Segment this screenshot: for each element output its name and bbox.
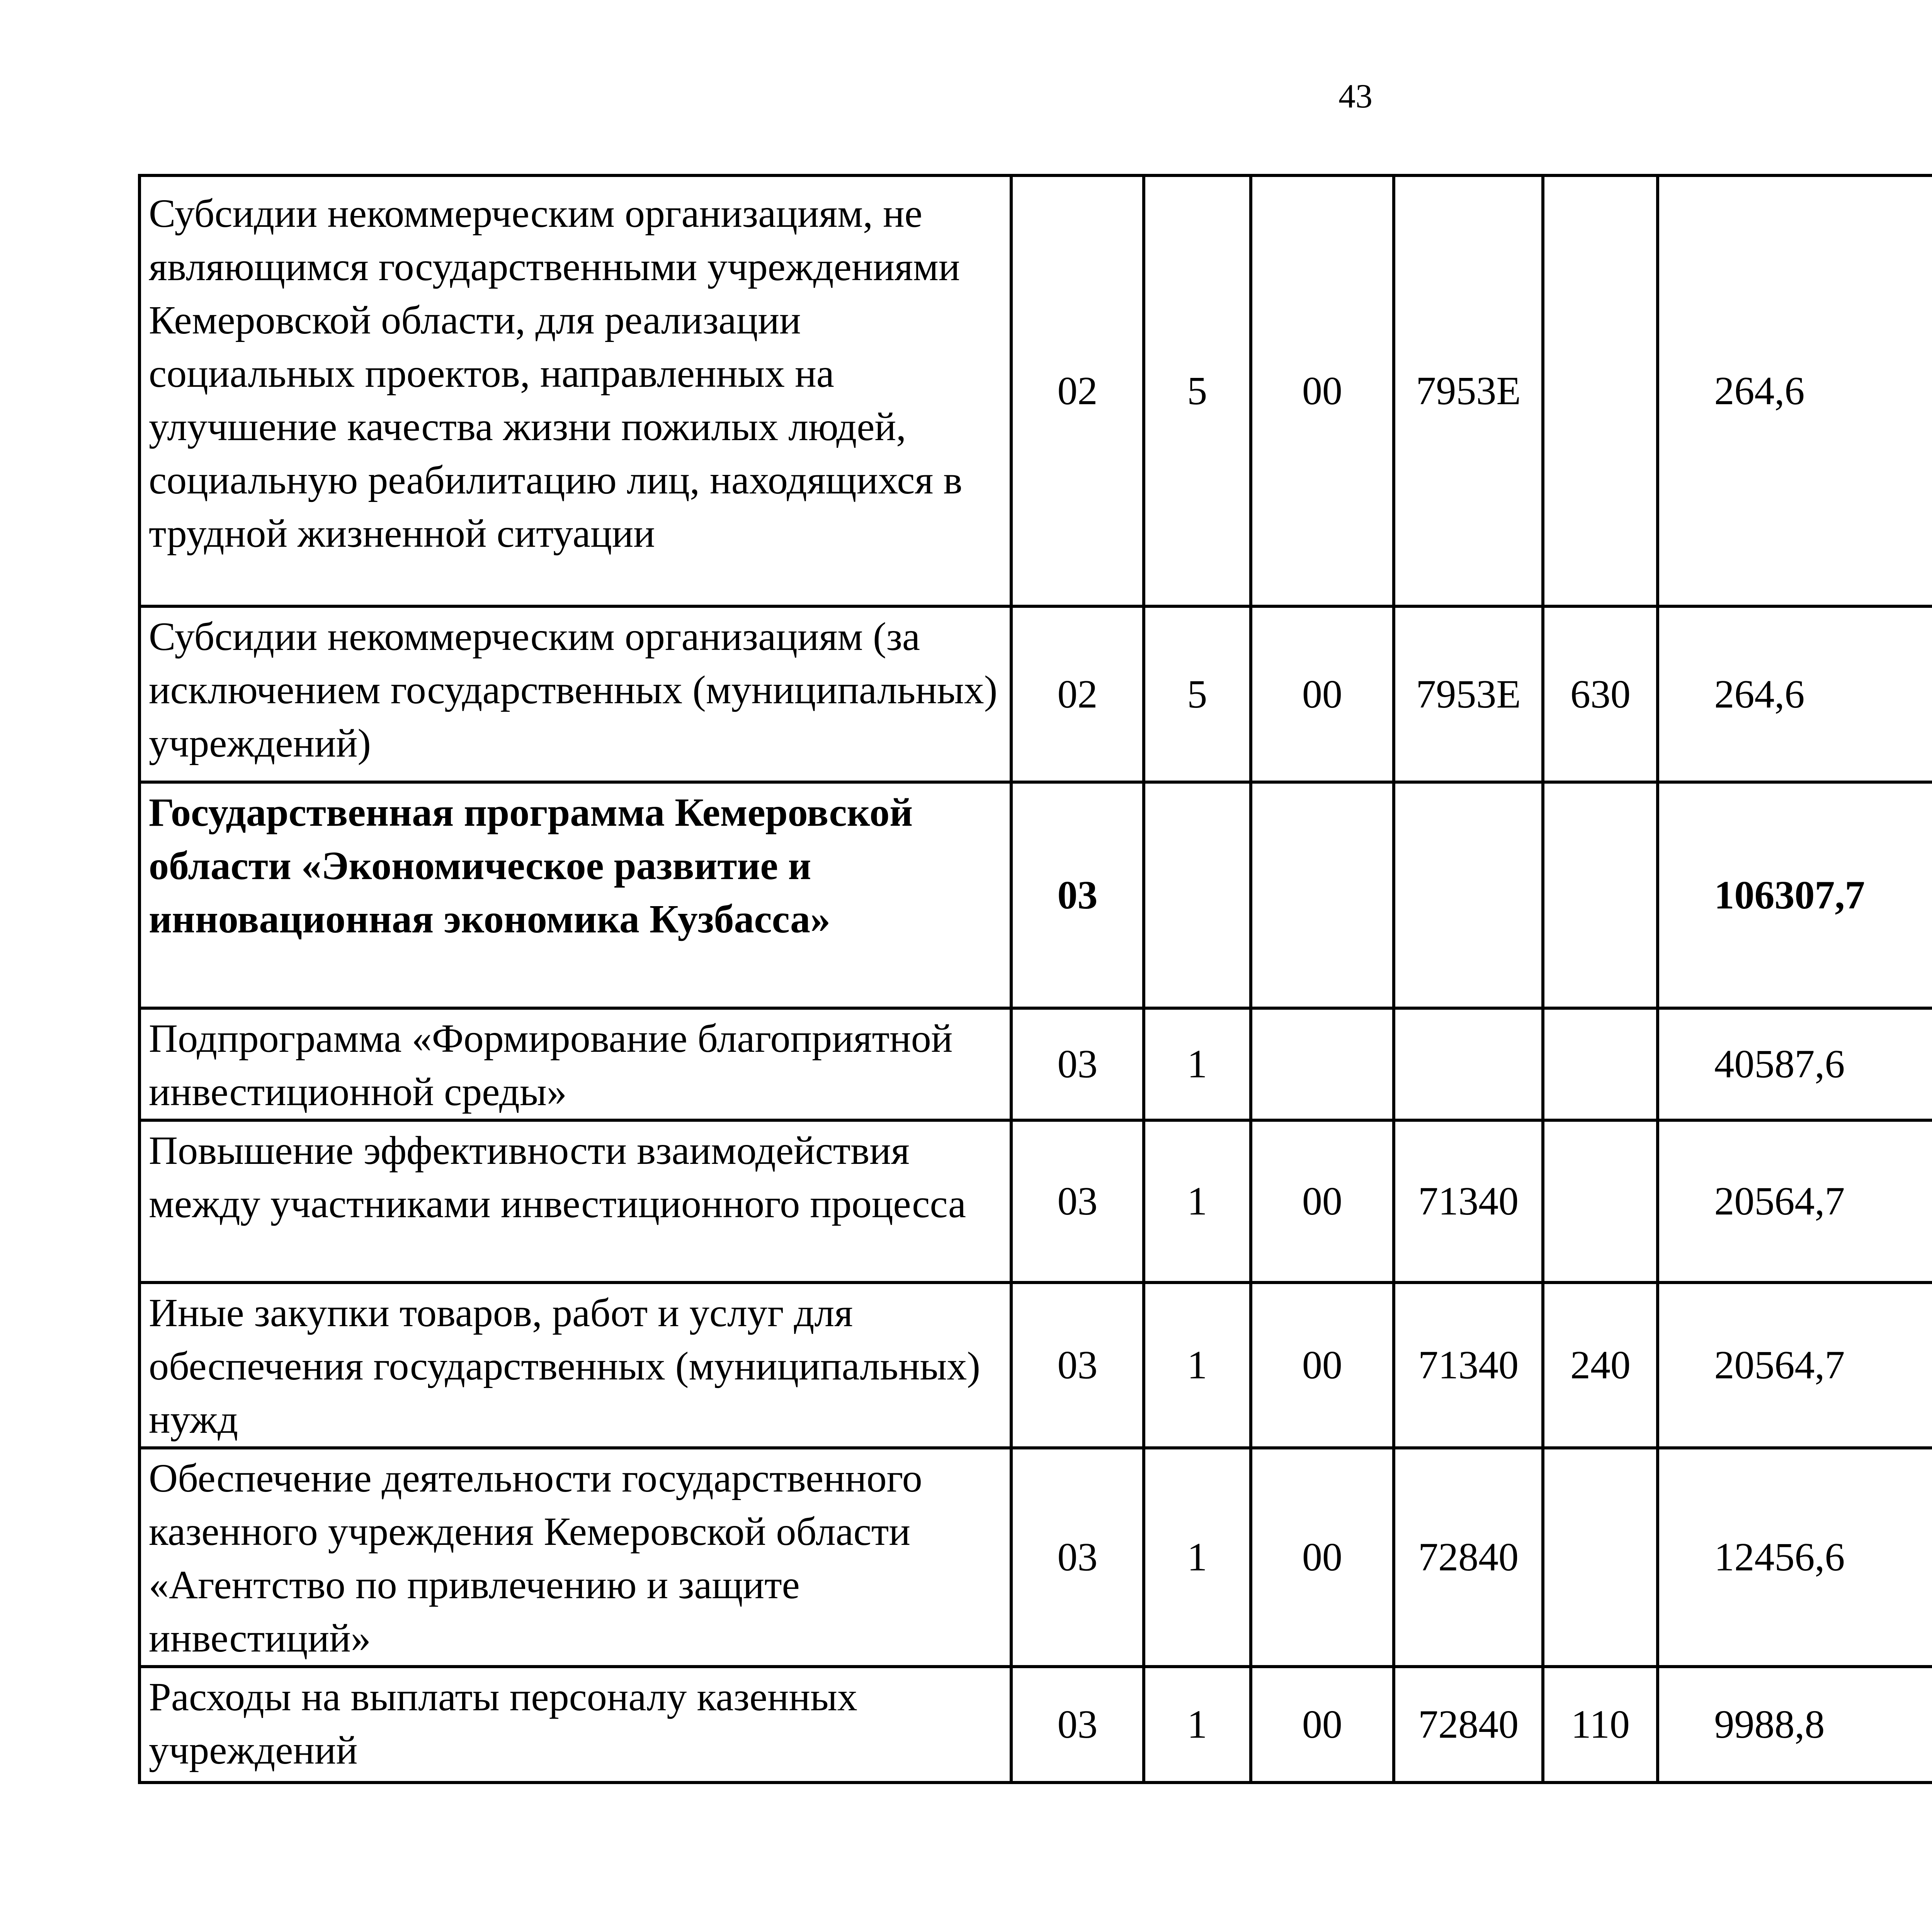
row-name: Подпрограмма «Формирование благоприятной инвестиционной среды» — [139, 1008, 1011, 1120]
direction-code — [1394, 1008, 1543, 1120]
budget-table — [138, 174, 1932, 1784]
section-code: 03 — [1011, 1008, 1143, 1120]
amount-year-1: 264,6 — [1658, 606, 1932, 782]
section-code: 03 — [1011, 1283, 1143, 1448]
section-code: 02 — [1011, 606, 1143, 782]
direction-code: 71340 — [1394, 1283, 1543, 1448]
activity-code — [1251, 782, 1394, 1008]
activity-code: 00 — [1251, 1448, 1394, 1667]
row-name: Повышение эффективности взаимодействия между участниками инвестиционного процесса — [139, 1120, 1011, 1283]
row-name: Иные закупки товаров, работ и услуг для обеспечения государственных (муниципальных) нужд — [139, 1283, 1011, 1448]
expense-type-code: 240 — [1543, 1283, 1658, 1448]
amount-year-1: 20564,7 — [1658, 1283, 1932, 1448]
expense-type-code: 630 — [1543, 606, 1658, 782]
activity-code: 00 — [1251, 175, 1394, 606]
expense-type-code: 110 — [1543, 1667, 1658, 1783]
amount-year-1: 40587,6 — [1658, 1008, 1932, 1120]
section-code: 03 — [1011, 1120, 1143, 1283]
row-name: Обеспечение деятельности государственного казенного учреждения Кемеровской области «Агентство по привлечению и защите инвестиций» — [139, 1448, 1011, 1667]
table-row — [139, 782, 1932, 1008]
row-name: Субсидии некоммерческим организациям (за исключением государственных (муниципальных) учреждений) — [139, 606, 1011, 782]
section-code: 03 — [1011, 1448, 1143, 1667]
subprogram-code — [1144, 782, 1251, 1008]
activity-code: 00 — [1251, 1120, 1394, 1283]
table-row — [139, 1120, 1932, 1283]
activity-code — [1251, 1008, 1394, 1120]
expense-type-code — [1543, 1448, 1658, 1667]
amount-year-1: 12456,6 — [1658, 1448, 1932, 1667]
subprogram-code: 1 — [1144, 1008, 1251, 1120]
amount-year-1: 9988,8 — [1658, 1667, 1932, 1783]
subprogram-code: 1 — [1144, 1667, 1251, 1783]
table-row — [139, 1448, 1932, 1667]
activity-code: 00 — [1251, 1667, 1394, 1783]
direction-code — [1394, 782, 1543, 1008]
section-code: 03 — [1011, 782, 1143, 1008]
row-name: Субсидии некоммерческим организациям, не являющимся государственными учреждениями Кемеровской области, для реализации социальных проектов, направленных на улучшение качества жизни пожилых людей, социальную реабилитацию лиц, находящихся в трудной жизненной ситуации — [139, 175, 1011, 606]
table-row — [139, 1283, 1932, 1448]
row-name: Государственная программа Кемеровской области «Экономическое развитие и инновационная экономика Кузбасса» — [139, 782, 1011, 1008]
table-row — [139, 175, 1932, 606]
subprogram-code: 1 — [1144, 1120, 1251, 1283]
subprogram-code: 1 — [1144, 1283, 1251, 1448]
direction-code: 71340 — [1394, 1120, 1543, 1283]
section-code: 03 — [1011, 1667, 1143, 1783]
direction-code: 72840 — [1394, 1448, 1543, 1667]
subprogram-code: 5 — [1144, 606, 1251, 782]
amount-year-1: 264,6 — [1658, 175, 1932, 606]
amount-year-1: 20564,7 — [1658, 1120, 1932, 1283]
subprogram-code: 1 — [1144, 1448, 1251, 1667]
expense-type-code — [1543, 1008, 1658, 1120]
subprogram-code: 5 — [1144, 175, 1251, 606]
direction-code: 72840 — [1394, 1667, 1543, 1783]
page-number: 43 — [1338, 78, 1372, 115]
expense-type-code — [1543, 782, 1658, 1008]
table-row — [139, 1008, 1932, 1120]
direction-code: 7953E — [1394, 175, 1543, 606]
activity-code: 00 — [1251, 606, 1394, 782]
table-row — [139, 606, 1932, 782]
table-row — [139, 1667, 1932, 1783]
direction-code: 7953E — [1394, 606, 1543, 782]
section-code: 02 — [1011, 175, 1143, 606]
row-name: Расходы на выплаты персоналу казенных учреждений — [139, 1667, 1011, 1783]
activity-code: 00 — [1251, 1283, 1394, 1448]
expense-type-code — [1543, 175, 1658, 606]
expense-type-code — [1543, 1120, 1658, 1283]
amount-year-1: 106307,7 — [1658, 782, 1932, 1008]
